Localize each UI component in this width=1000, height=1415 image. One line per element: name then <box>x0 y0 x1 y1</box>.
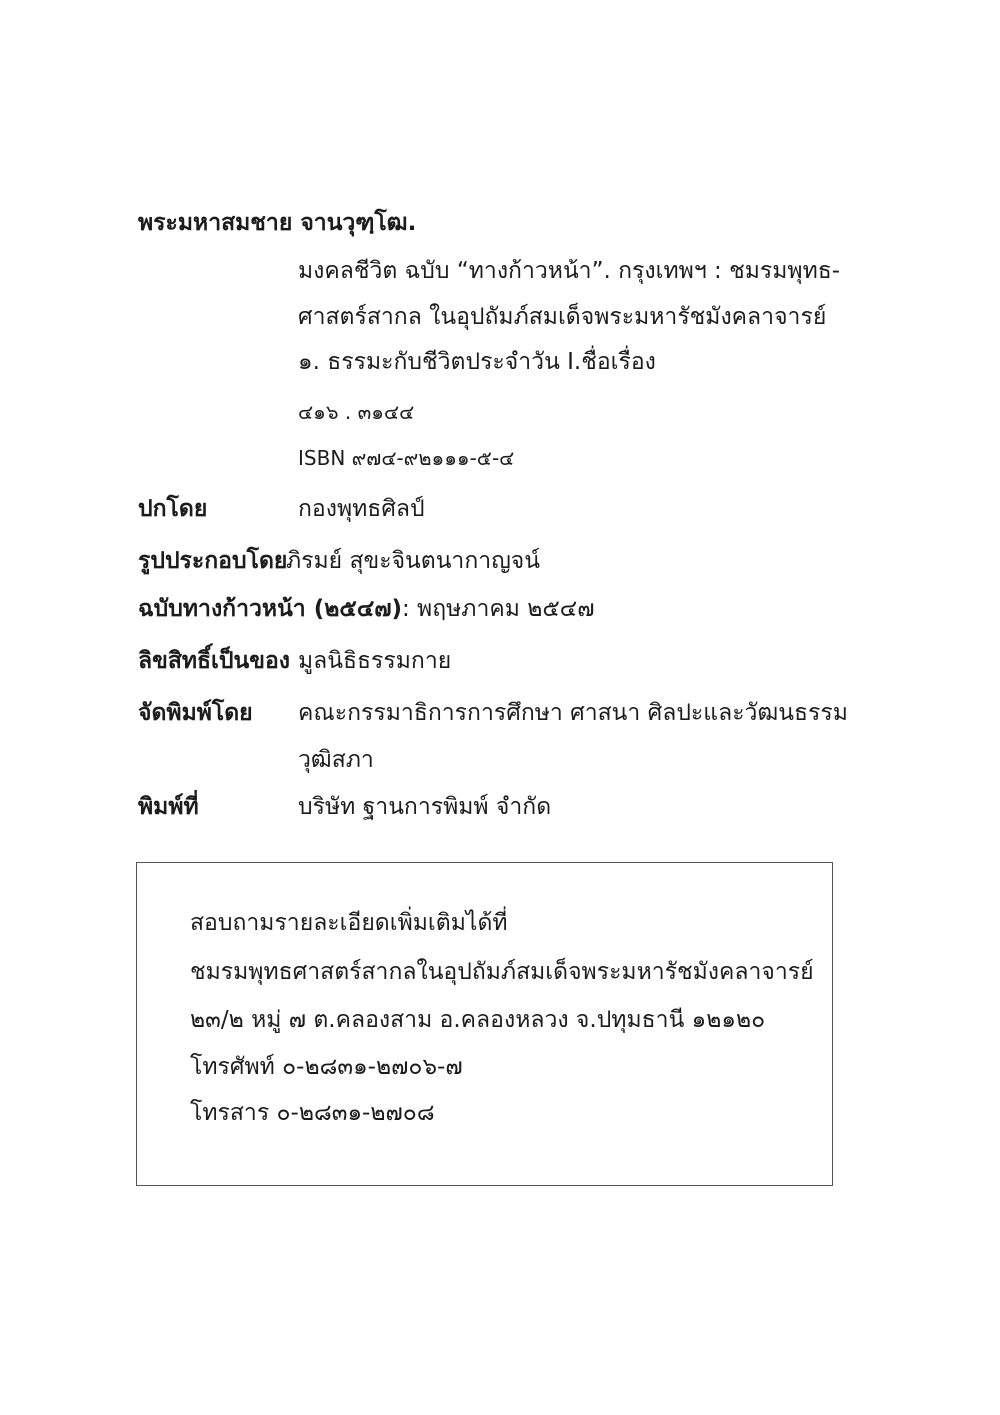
publisher-value: คณะกรรมาธิการการศึกษา ศาสนา ศิลปะและวัฒนธรรม <box>298 700 848 726</box>
catalog-title-line: มงคลชีวิต ฉบับ “ทางก้าวหน้า”. กรุงเทพฯ : ชมรมพุทธ- <box>298 258 841 284</box>
author-name: พระมหาสมชาย จานวุฑฺโฒ. <box>138 210 417 236</box>
copyright-label: ลิขสิทธิ์เป็นของ <box>138 648 291 674</box>
publisher-value-line2: วุฒิสภา <box>298 747 374 773</box>
contact-heading: สอบถามรายละเอียดเพิ่มเติมได้ที่ <box>190 910 508 936</box>
classification-number: ๔๑๖ . ๓๑๔๔ <box>298 400 415 424</box>
printer-value: บริษัท ฐานการพิมพ์ จำกัด <box>298 794 552 820</box>
cover-value: กองพุทธศิลป์ <box>298 496 425 522</box>
catalog-publisher-line: ศาสตร์สากล ในอุปถัมภ์สมเด็จพระมหารัชมังคลาจารย์ <box>298 304 827 330</box>
edition-label: ฉบับทางก้าวหน้า (๒๕๔๗) <box>138 596 403 622</box>
illustration-label: รูปประกอบโดย <box>138 548 288 574</box>
contact-fax: โทรสาร ๐-๒๘๓๑-๒๗๐๘ <box>190 1100 435 1126</box>
printer-label: พิมพ์ที่ <box>138 794 199 820</box>
catalog-subject-line: ๑. ธรรมะกับชีวิตประจำวัน I.ชื่อเรื่อง <box>298 349 656 375</box>
contact-address: ๒๓/๒ หมู่ ๗ ต.คลองสาม อ.คลองหลวง จ.ปทุมธานี ๑๒๑๒๐ <box>190 1007 766 1033</box>
cover-label: ปกโดย <box>138 496 208 522</box>
publisher-label: จัดพิมพ์โดย <box>138 700 253 726</box>
contact-phone: โทรศัพท์ ๐-๒๘๓๑-๒๗๐๖-๗ <box>190 1054 463 1080</box>
edition-value: : พฤษภาคม ๒๕๔๗ <box>402 596 595 622</box>
contact-organization: ชมรมพุทธศาสตร์สากลในอุปถัมภ์สมเด็จพระมหารัชมังคลาจารย์ <box>190 959 814 985</box>
copyright-value: มูลนิธิธรรมกาย <box>298 648 452 674</box>
illustration-value: ภิรมย์ สุขะจินตนากาญจน์ <box>286 548 540 574</box>
isbn: ISBN ๙๗๔-๙๒๑๑๑-๕-๔ <box>298 446 515 470</box>
